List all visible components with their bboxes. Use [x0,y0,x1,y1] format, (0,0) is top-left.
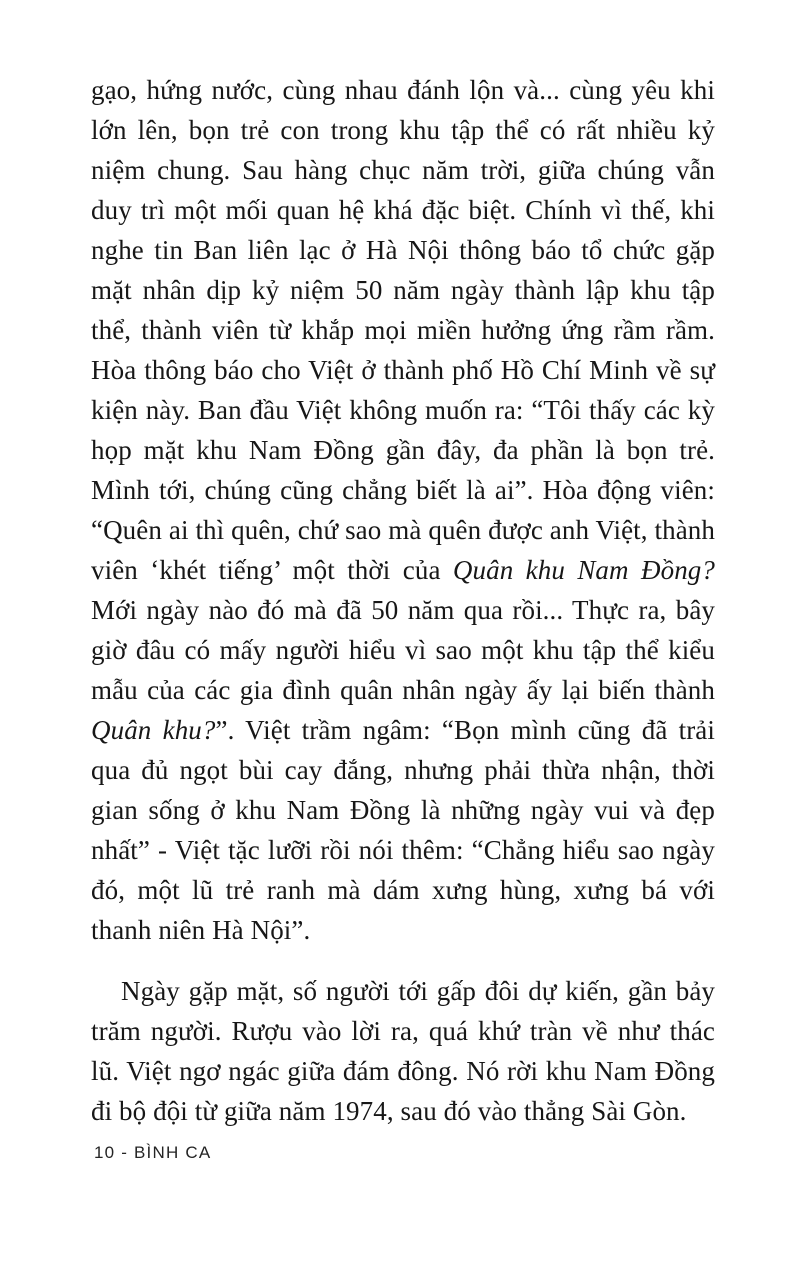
paragraph-2 [91,971,715,1131]
page-footer [94,1143,211,1163]
paragraph-1 [91,70,715,950]
paragraph-1-text-b: Mới ngày nào đó mà đã 50 năm qua rồi... Thực ra, bây giờ đâu có mấy người hiểu vì sao một khu tập thể kiểu mẫu của các gia đình quân nhân ngày ấy lại biến thành [91,595,715,705]
paragraph-1-text-a: gạo, hứng nước, cùng nhau đánh lộn và... cùng yêu khi lớn lên, bọn trẻ con trong khu tập thể có rất nhiều kỷ niệm chung. Sau hàng chục năm trời, giữa chúng vẫn duy trì một mối quan hệ khá đặc biệt. Chính vì thế, khi nghe tin Ban liên lạc ở Hà Nội thông báo tổ chức gặp mặt nhân dịp kỷ niệm 50 năm ngày thành lập khu tập thể, thành viên từ khắp mọi miền hưởng ứng rầm rầm. Hòa thông báo cho Việt ở thành phố Hồ Chí Minh về sự kiện này. Ban đầu Việt không muốn ra: “Tôi thấy các kỳ họp mặt khu Nam Đồng gần đây, đa phần là bọn trẻ. Mình tới, chúng cũng chẳng biết là ai”. Hòa động viên: “Quên ai thì quên, chứ sao mà quên được anh Việt, thành viên ‘khét tiếng’ một thời của [91,75,715,585]
quan-khu-reference-italic: Quân khu? [91,715,216,745]
book-title-reference-italic: Quân khu Nam Đồng? [452,555,715,585]
paragraph-2-text: Ngày gặp mặt, số người tới gấp đôi dự kiến, gần bảy trăm người. Rượu vào lời ra, quá khứ tràn về như thác lũ. Việt ngơ ngác giữa đám đông. Nó rời khu Nam Đồng đi bộ đội từ giữa năm 1974, sau đó vào thẳng Sài Gòn. [91,976,715,1126]
page-text-block [91,70,715,1131]
footer-page-number-and-title: 10 - BÌNH CA [94,1143,212,1162]
paragraph-1-text-c: ”. Việt trầm ngâm: “Bọn mình cũng đã trải qua đủ ngọt bùi cay đắng, nhưng phải thừa nhận, thời gian sống ở khu Nam Đồng là những ngày vui và đẹp nhất” - Việt tặc lưỡi rồi nói thêm: “Chẳng hiểu sao ngày đó, một lũ trẻ ranh mà dám xưng hùng, xưng bá với thanh niên Hà Nội”. [91,715,715,945]
